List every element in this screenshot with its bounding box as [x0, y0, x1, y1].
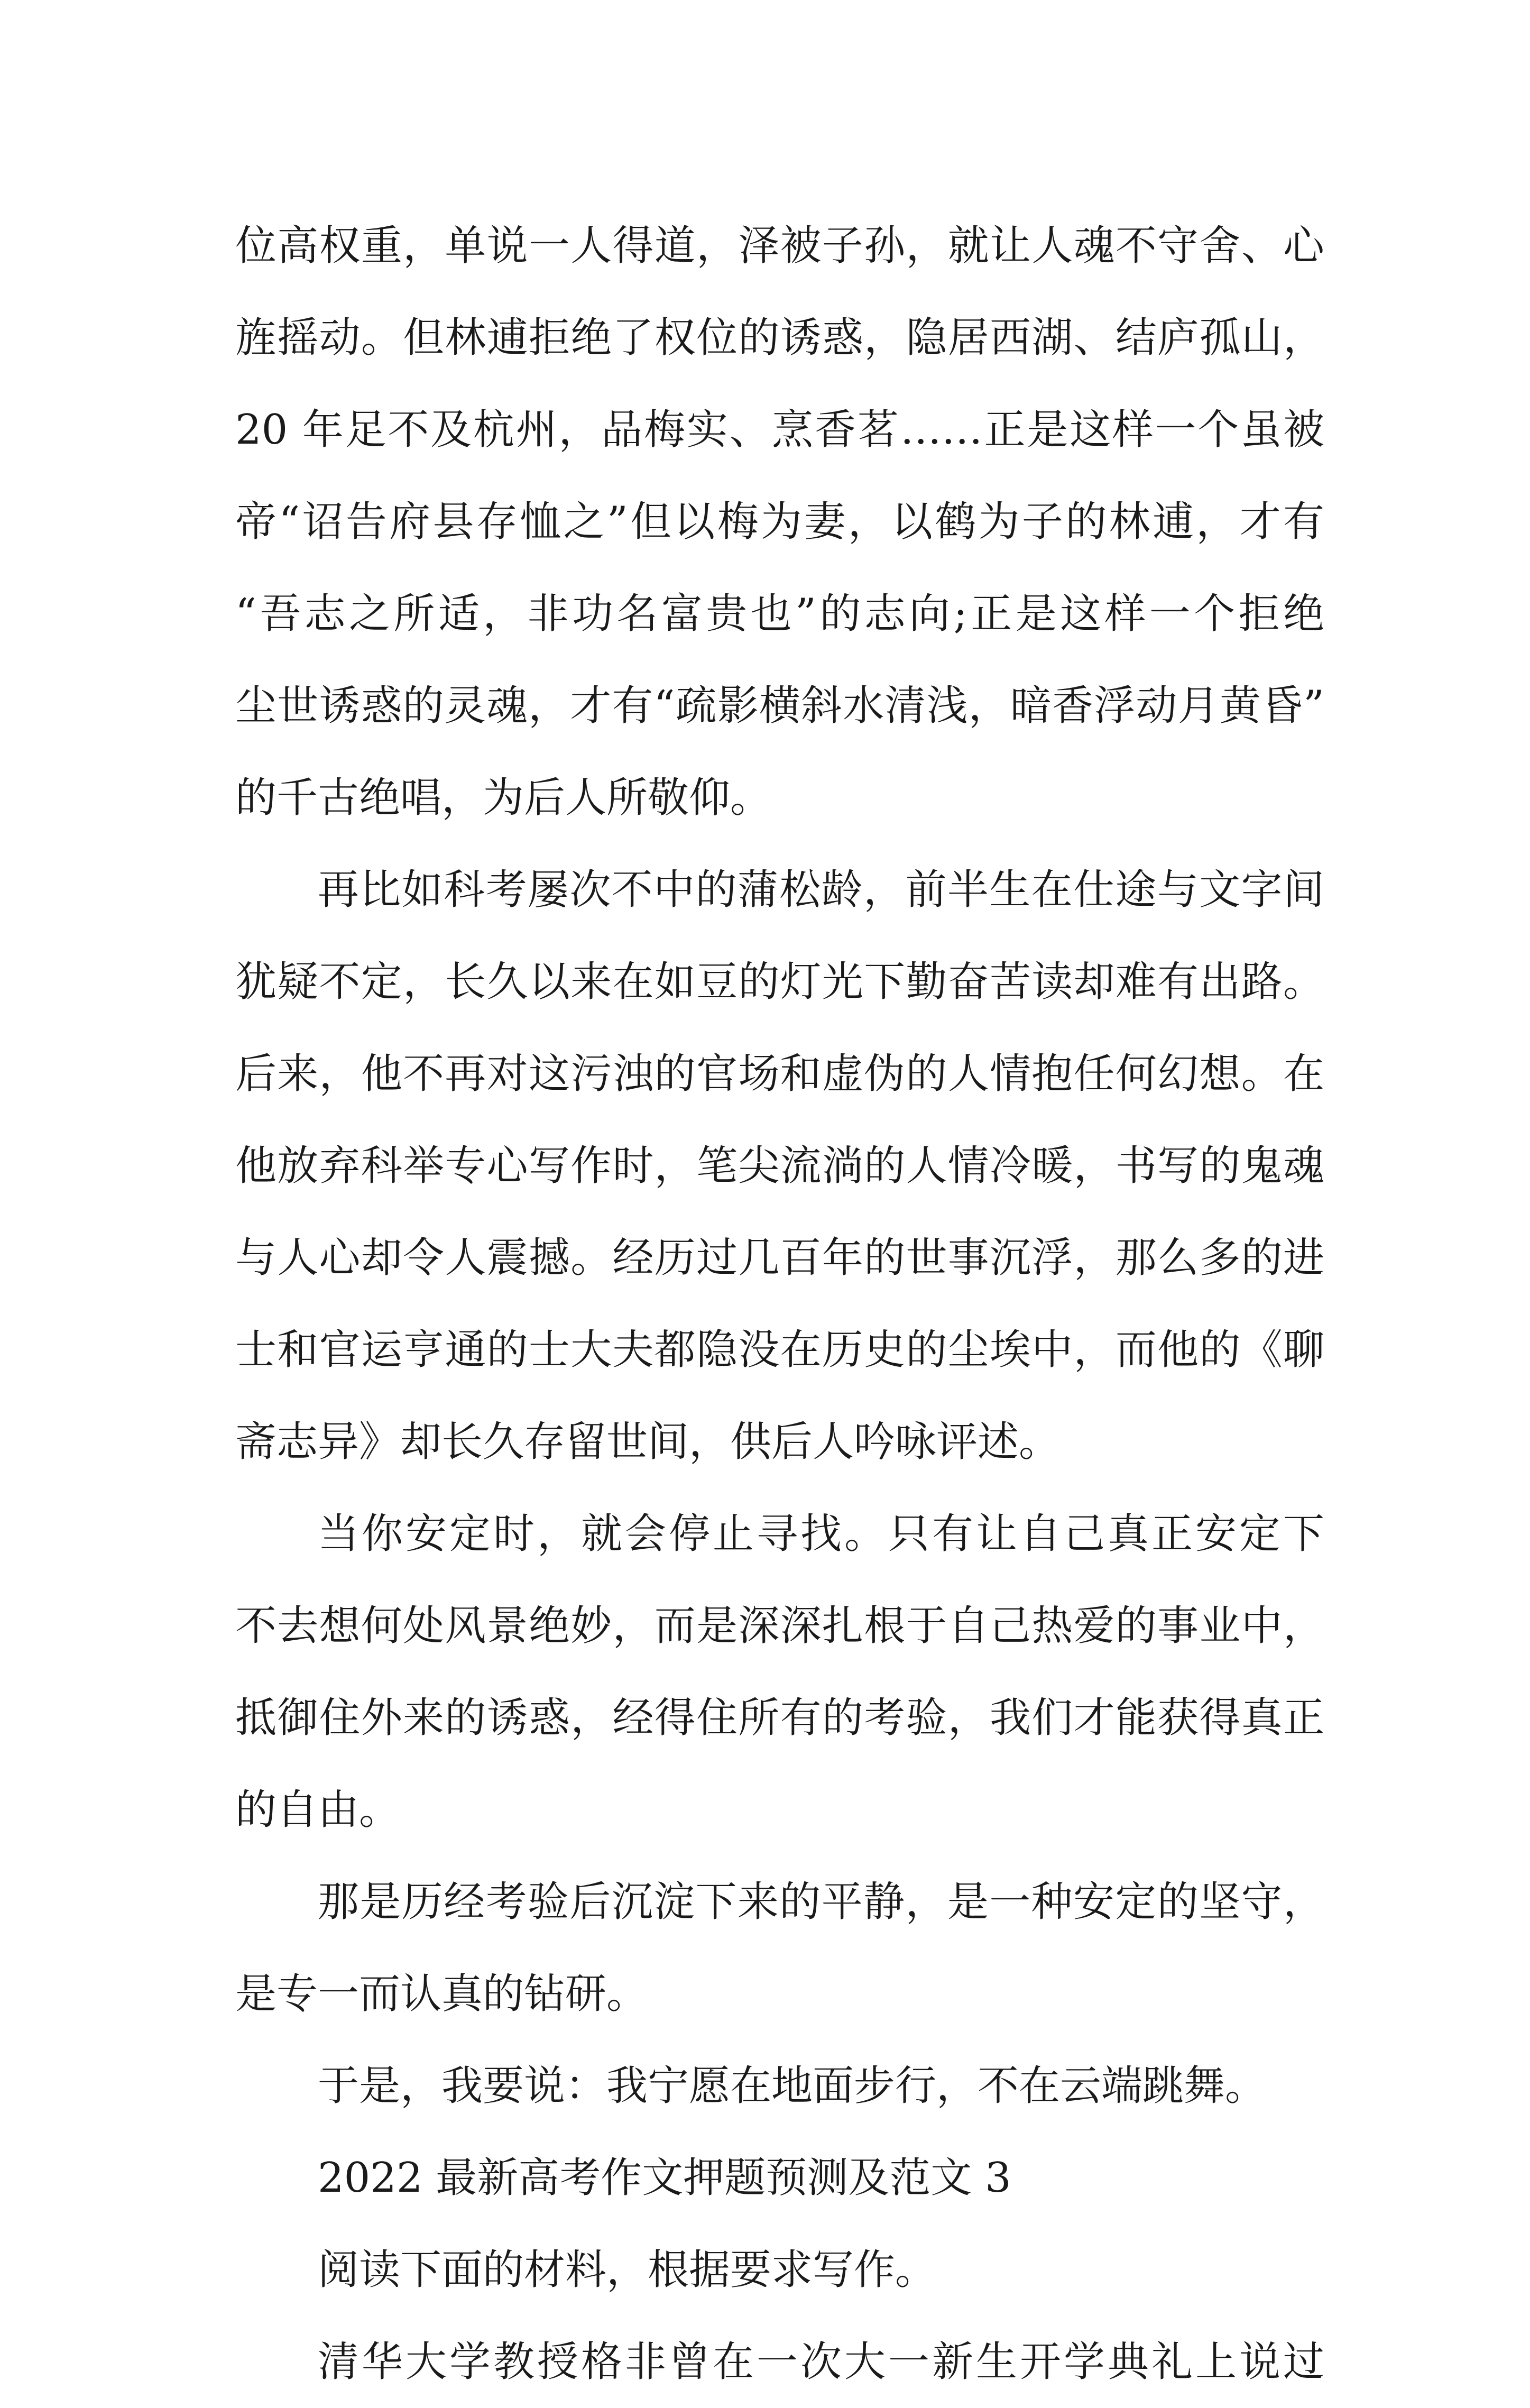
text-line: “吾志之所适，非功名富贵也”的志向;正是这样一个拒绝: [235, 590, 1324, 638]
text-line: 于是，我要说：我宁愿在地面步行，不在云端跳舞。: [318, 2062, 1267, 2110]
text-line: 的自由。: [235, 1786, 401, 1834]
text-line: 20 年足不及杭州，品梅实、烹香茗……正是这样一个虽被: [235, 406, 1324, 454]
text-line: 是专一而认真的钻研。: [235, 1970, 648, 2018]
text-line: 抵御住外来的诱惑，经得住所有的考验，我们才能获得真正: [235, 1694, 1324, 1742]
text-line: 再比如科考屡次不中的蒲松龄，前半生在仕途与文字间: [318, 866, 1324, 914]
text-line: 尘世诱惑的灵魂，才有“疏影横斜水清浅，暗香浮动月黄昏”: [235, 682, 1324, 730]
text-line: 位高权重，单说一人得道，泽被子孙，就让人魂不守舍、心: [235, 222, 1324, 270]
text-line: 后来，他不再对这污浊的官场和虚伪的人情抱任何幻想。在: [235, 1050, 1324, 1098]
text-line: 士和官运亨通的士大夫都隐没在历史的尘埃中，而他的《聊: [235, 1326, 1324, 1374]
text-line: 的千古绝唱，为后人所敬仰。: [235, 774, 772, 822]
text-line: 帝“诏告府县存恤之”但以梅为妻，以鹤为子的林逋，才有: [235, 498, 1324, 546]
text-line: 他放弃科举专心写作时，笔尖流淌的人情冷暖，书写的鬼魂: [235, 1142, 1324, 1190]
text-line: 清华大学教授格非曾在一次大一新生开学典礼上说过: [318, 2338, 1324, 2386]
body-text: [235, 200, 1324, 2408]
text-line: 那是历经考验后沉淀下来的平静，是一种安定的坚守，: [318, 1878, 1324, 1926]
text-line: 旌摇动。但林逋拒绝了权位的诱惑，隐居西湖、结庐孤山，: [235, 314, 1324, 362]
text-line: 2022 最新高考作文押题预测及范文 3: [318, 2154, 1011, 2202]
text-line: 当你安定时，就会停止寻找。只有让自己真正安定下: [318, 1510, 1324, 1558]
text-line: 不去想何处风景绝妙，而是深深扎根于自己热爱的事业中，: [235, 1602, 1324, 1650]
text-line: 犹疑不定，长久以来在如豆的灯光下勤奋苦读却难有出路。: [235, 958, 1324, 1006]
text-line: 斋志异》却长久存留世间，供后人吟咏评述。: [235, 1418, 1061, 1466]
text-line: 阅读下面的材料，根据要求写作。: [318, 2246, 937, 2294]
text-line: 与人心却令人震撼。经历过几百年的世事沉浮，那么多的进: [235, 1234, 1324, 1282]
